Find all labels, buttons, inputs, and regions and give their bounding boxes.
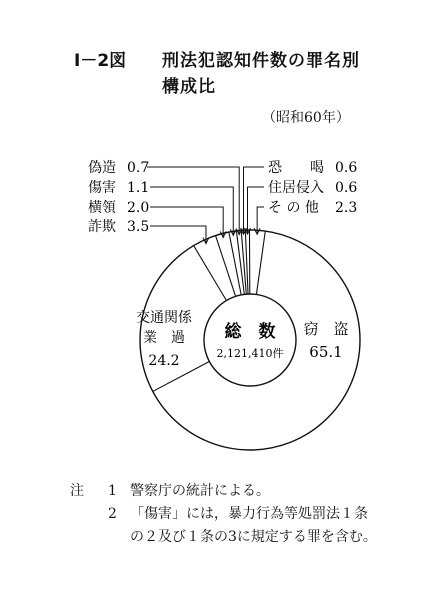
label-trespass-value: 0.6 [335,180,358,196]
leader-line-3 [150,226,206,244]
label-theft-value: 65.1 [309,343,343,361]
center-label: 総 数 [224,322,276,342]
center-value: 2,121,410件 [216,347,284,360]
label-theft-name: 窃 盗 [303,320,349,338]
leader-line-1 [150,187,233,235]
label-fraud-name: 詐欺 [88,219,116,235]
label-extortion-value: 0.6 [335,160,358,176]
leader-line-4 [244,167,264,234]
label-forgery-value: 0.7 [127,160,150,176]
label-extortion-name: 恐 喝 [268,160,324,176]
figure-number: I－2図 [74,51,127,71]
label-forgery-name: 偽造 [88,160,116,176]
label-injury-name: 傷害 [88,180,116,196]
leader-line-2 [150,207,223,237]
note-number: 1 [108,483,117,499]
leader-lines [147,167,264,244]
slice-boundary-0 [256,231,265,294]
label-other-name: そ の 他 [268,200,319,216]
slice-boundary-4 [229,232,241,295]
note-text: 「傷害」には，暴力行為等処罰法１条の２及び１条の3に規定する罪を含む。 [130,506,377,545]
label-embezzle-value: 2.0 [127,200,150,216]
note-number: 2 [108,506,117,522]
label-traffic-value: 24.2 [148,353,180,369]
notes-head: 注 [70,483,84,499]
label-trespass-name: 住居侵入 [268,180,324,196]
label-traffic-name2: 業 過 [143,330,185,346]
slice-boundary-5 [236,231,244,295]
label-fraud-value: 3.5 [127,219,150,235]
label-embezzle-name: 横領 [88,200,116,216]
leader-line-0 [147,167,239,235]
figure-title-line2: 構成比 [162,77,216,97]
note-item-1 [70,480,380,503]
leader-line-5 [248,187,264,234]
label-other-value: 2.3 [335,200,358,216]
notes [70,480,380,549]
figure-year: （昭和60年） [262,110,350,126]
note-item-2 [70,503,380,549]
label-injury-value: 1.1 [127,180,150,196]
note-text: 警察庁の統計による。 [130,483,270,499]
label-traffic-name1: 交通関係 [136,310,192,326]
figure-title-line1: 刑法犯認知件数の罪名別 [162,51,360,71]
